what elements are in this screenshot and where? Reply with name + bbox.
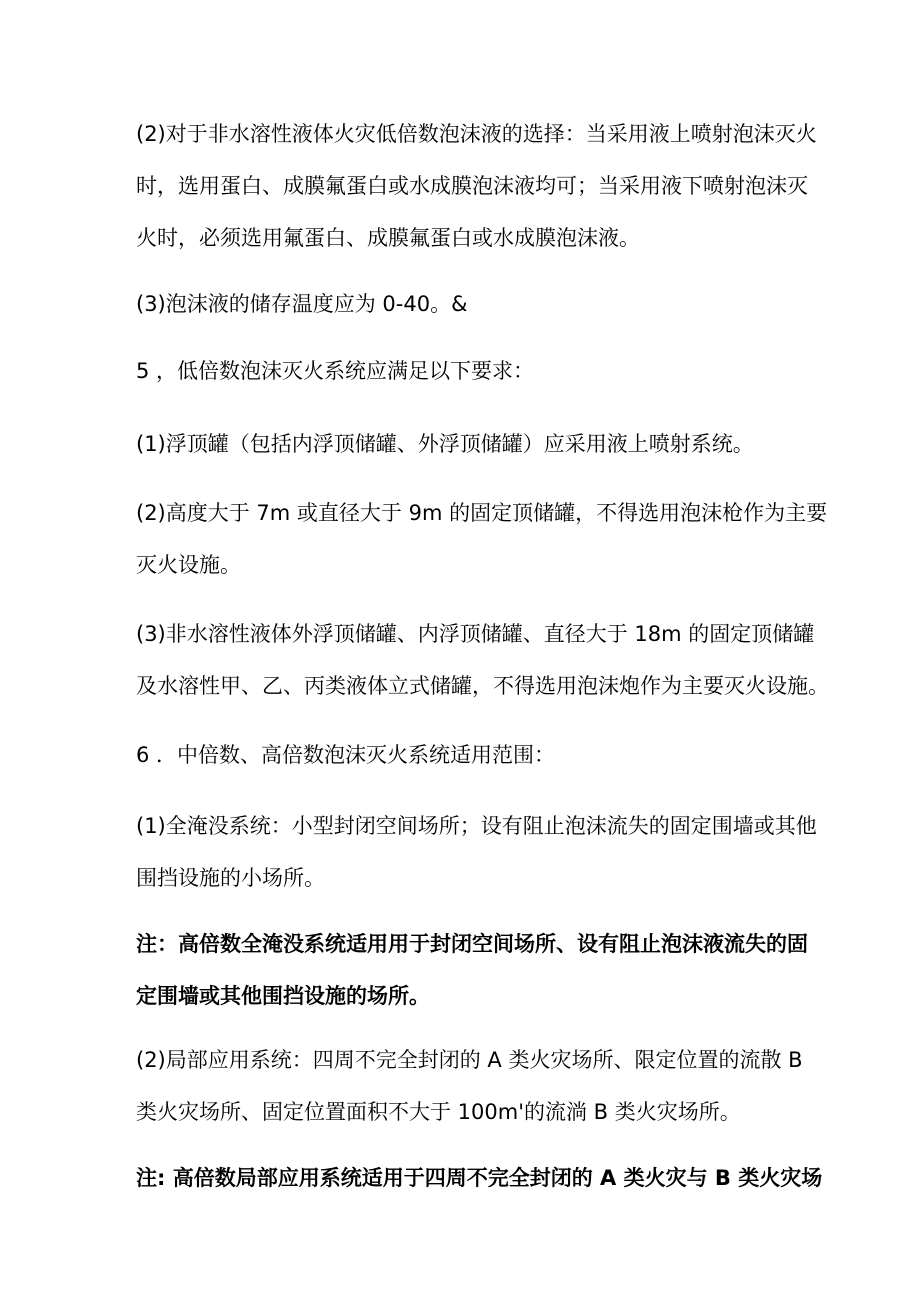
text-line: (2)高度大于 7m 或直径大于 9m 的固定顶储罐，不得选用泡沫枪作为主要 bbox=[136, 501, 828, 525]
paragraph-section-5-heading bbox=[136, 345, 796, 397]
paragraph-foam-cannon bbox=[136, 608, 829, 712]
text-line: 注: 高倍数局部应用系统适用于四周不完全封闭的 A 类火灾与 B 类火灾场 bbox=[136, 1166, 823, 1190]
text-line: 5 ，低倍数泡沫灭火系统应满足以下要求： bbox=[136, 359, 535, 383]
text-line: 灭火设施。 bbox=[136, 553, 241, 577]
text-line: (1)全淹没系统：小型封闭空间场所；设有阻止泡沫流失的固定围墙或其他 bbox=[136, 814, 817, 838]
text-line: (3)泡沫液的储存温度应为 0-40。& bbox=[136, 292, 468, 316]
paragraph-section-6-heading bbox=[136, 729, 796, 781]
text-line: 定围墙或其他围挡设施的场所。 bbox=[136, 984, 430, 1008]
paragraph-storage-temperature bbox=[136, 278, 796, 330]
paragraph-total-flooding bbox=[136, 800, 817, 904]
text-line: (1)浮顶罐（包括内浮顶储罐、外浮顶储罐）应采用液上喷射系统。 bbox=[136, 432, 754, 456]
text-line: 时，选用蛋白、成膜氟蛋白或水成膜泡沫液均可；当采用液下喷射泡沫灭 bbox=[136, 174, 808, 198]
text-line: (3)非水溶性液体外浮顶储罐、内浮顶储罐、直径大于 18m 的固定顶储罐 bbox=[136, 622, 815, 646]
paragraph-foam-selection bbox=[136, 108, 817, 264]
paragraph-local-application bbox=[136, 1034, 803, 1138]
text-line: 围挡设施的小场所。 bbox=[136, 866, 325, 890]
text-line: 火时，必须选用氟蛋白、成膜氟蛋白或水成膜泡沫液。 bbox=[136, 226, 640, 250]
note-total-flooding bbox=[136, 918, 808, 1022]
text-line: (2)对于非水溶性液体火灾低倍数泡沫液的选择：当采用液上喷射泡沫灭火 bbox=[136, 122, 817, 146]
text-line: 注：高倍数全淹没系统适用用于封闭空间场所、设有阻止泡沫液流失的固 bbox=[136, 932, 808, 956]
paragraph-floating-roof bbox=[136, 418, 796, 470]
text-line: 及水溶性甲、乙、丙类液体立式储罐，不得选用泡沫炮作为主要灭火设施。 bbox=[136, 674, 829, 698]
note-local-application bbox=[136, 1152, 823, 1204]
text-line: (2)局部应用系统：四周不完全封闭的 A 类火灾场所、限定位置的流散 B bbox=[136, 1048, 803, 1072]
text-line: 6 ．中倍数、高倍数泡沫灭火系统适用范围： bbox=[136, 743, 556, 767]
text-line: 类火灾场所、固定位置面积不大于 100m'的流淌 B 类火灾场所。 bbox=[136, 1100, 741, 1124]
paragraph-fixed-roof-height bbox=[136, 487, 828, 591]
